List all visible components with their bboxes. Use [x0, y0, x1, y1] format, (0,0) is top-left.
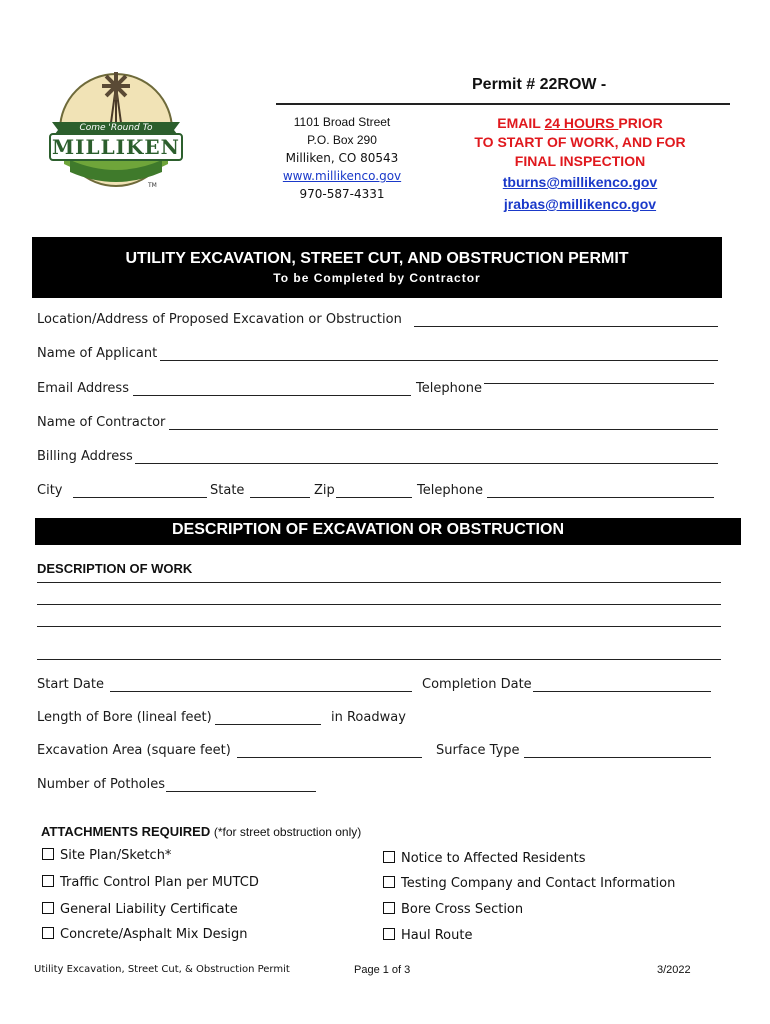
milliken-logo	[44, 68, 188, 196]
checkbox-box[interactable]	[383, 851, 395, 863]
address-po-box: P.O. Box 290	[307, 133, 377, 147]
notice-line1-post: PRIOR	[618, 115, 663, 131]
attachments-note: (*for street obstruction only)	[213, 825, 362, 839]
checkbox-box[interactable]	[383, 928, 395, 940]
address-city: Milliken, CO 80543	[285, 151, 399, 165]
checkbox-label: Site Plan/Sketch*	[60, 848, 172, 863]
telephone2-input-line[interactable]	[487, 497, 714, 498]
description-banner-title: DESCRIPTION OF EXCAVATION OR OBSTRUCTION	[171, 521, 564, 538]
zip-label: Zip	[314, 483, 335, 498]
checkbox-label: Testing Company and Contact Information	[401, 876, 676, 891]
checkbox-liability[interactable]	[42, 902, 238, 917]
logo-ribbon-text: Come 'Round To	[79, 123, 153, 133]
excavation-area-input-line[interactable]	[237, 757, 422, 758]
website-link[interactable]: www.millikenco.gov	[282, 169, 402, 183]
description-banner	[35, 518, 741, 545]
address-street: 1101 Broad Street	[293, 115, 391, 129]
notice-line2: TO START OF WORK, AND FOR	[474, 134, 686, 150]
description-line-4[interactable]	[37, 659, 721, 660]
email-label: Email Address	[37, 381, 129, 396]
notice-24-hours: 24 HOURS	[544, 115, 619, 131]
footer-page-number: Page 1 of 3	[354, 964, 411, 976]
checkbox-box[interactable]	[42, 848, 54, 860]
surface-type-label: Surface Type	[436, 743, 520, 758]
checkbox-box[interactable]	[42, 875, 54, 887]
inspection-notice	[450, 114, 710, 171]
checkbox-label: Bore Cross Section	[401, 902, 524, 917]
completion-date-label: Completion Date	[422, 677, 532, 692]
telephone2-label: Telephone	[417, 483, 484, 498]
email-input-line[interactable]	[133, 395, 411, 396]
city-label: City	[37, 483, 63, 498]
billing-input-line[interactable]	[135, 463, 718, 464]
potholes-label: Number of Potholes	[37, 777, 166, 792]
footer-revision-date: 3/2022	[657, 964, 691, 976]
email-link-tburns[interactable]: tburns@millikenco.gov	[502, 174, 658, 190]
permit-title: UTILITY EXCAVATION, STREET CUT, AND OBSTRUCTION PERMIT	[125, 250, 629, 267]
potholes-input-line[interactable]	[166, 791, 316, 792]
description-line-1[interactable]	[37, 582, 721, 583]
checkbox-testing-company[interactable]	[383, 876, 675, 891]
contractor-label: Name of Contractor	[37, 415, 166, 430]
checkbox-mix-design[interactable]	[42, 927, 247, 942]
notice-line3: FINAL INSPECTION	[514, 153, 646, 169]
checkbox-box[interactable]	[42, 902, 54, 914]
location-label: Location/Address of Proposed Excavation or Obstruction	[37, 312, 402, 327]
checkbox-label: General Liability Certificate	[60, 902, 238, 917]
checkbox-site-plan[interactable]	[42, 848, 171, 863]
checkbox-label: Traffic Control Plan per MUTCD	[60, 875, 259, 890]
permit-subtitle: To be Completed by Contractor	[273, 271, 481, 285]
in-roadway-label: in Roadway	[331, 710, 406, 725]
state-label: State	[210, 483, 245, 498]
description-line-2[interactable]	[37, 604, 721, 605]
city-input-line[interactable]	[73, 497, 207, 498]
zip-input-line[interactable]	[336, 497, 412, 498]
notice-line1-pre: EMAIL	[497, 115, 545, 131]
contractor-input-line[interactable]	[169, 429, 718, 430]
checkbox-bore-cross-section[interactable]	[383, 902, 523, 917]
permit-title-banner	[32, 237, 722, 298]
footer-document-title: Utility Excavation, Street Cut, & Obstruction Permit	[34, 964, 290, 975]
permit-number: Permit # 22ROW -	[472, 76, 607, 93]
attachments-heading-row	[41, 824, 361, 839]
applicant-name-label: Name of Applicant	[37, 346, 158, 361]
applicant-name-input-line[interactable]	[160, 360, 718, 361]
state-input-line[interactable]	[250, 497, 310, 498]
telephone-input-line[interactable]	[484, 383, 714, 384]
bore-length-input-line[interactable]	[215, 724, 321, 725]
description-line-3[interactable]	[37, 626, 721, 627]
notice-line1	[450, 114, 710, 133]
checkbox-haul-route[interactable]	[383, 928, 472, 943]
start-date-label: Start Date	[37, 677, 104, 692]
checkbox-traffic-control[interactable]	[42, 875, 259, 890]
checkbox-notice-residents[interactable]	[383, 851, 586, 866]
checkbox-box[interactable]	[383, 876, 395, 888]
billing-label: Billing Address	[37, 449, 133, 464]
excavation-area-label: Excavation Area (square feet)	[37, 743, 231, 758]
completion-date-input-line[interactable]	[533, 691, 711, 692]
description-of-work-heading: DESCRIPTION OF WORK	[37, 561, 193, 576]
checkbox-label: Haul Route	[401, 928, 473, 943]
checkbox-label: Concrete/Asphalt Mix Design	[60, 927, 248, 942]
town-phone: 970-587-4331	[299, 187, 385, 201]
start-date-input-line[interactable]	[110, 691, 412, 692]
logo-name-text: MILLIKEN	[52, 135, 180, 159]
email-link-jrabas[interactable]: jrabas@millikenco.gov	[503, 196, 657, 212]
header-rule	[276, 103, 730, 105]
checkbox-box[interactable]	[383, 902, 395, 914]
town-address	[272, 113, 412, 203]
checkbox-box[interactable]	[42, 927, 54, 939]
bore-length-label: Length of Bore (lineal feet)	[37, 710, 212, 725]
logo-trademark: TM	[148, 182, 157, 189]
surface-type-input-line[interactable]	[524, 757, 711, 758]
telephone-label: Telephone	[416, 381, 483, 396]
location-input-line[interactable]	[414, 326, 718, 327]
attachments-heading: ATTACHMENTS REQUIRED	[41, 824, 211, 839]
checkbox-label: Notice to Affected Residents	[401, 851, 586, 866]
